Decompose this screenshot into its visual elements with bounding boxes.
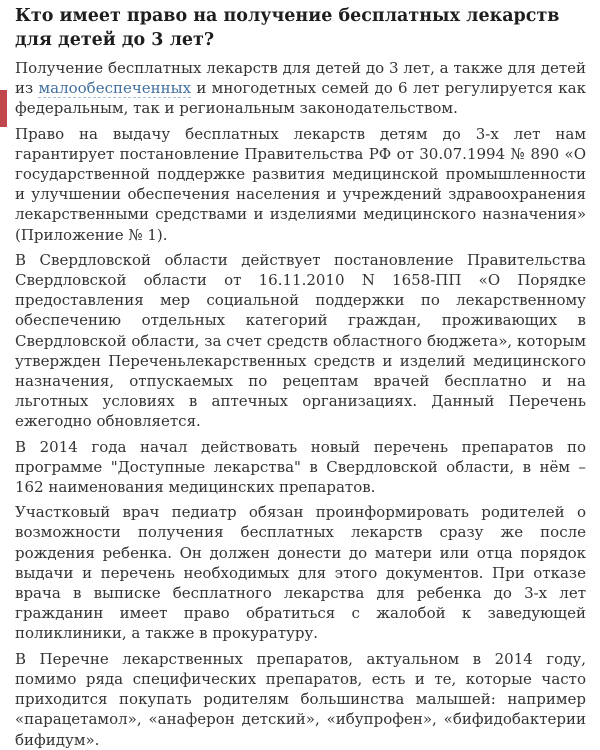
paragraph-regional-decree: В Свердловской области действует постановление Правительства Свердловской области от 16.11.2010 N 1658-ПП «О Порядке предоставления мер социальной поддержки по лекарственному обеспечению отдельных категорий граждан, проживающих в Свердловской области, за счет средств областного бюджета», которым утвержден Переченьлекарственных средств и изделий медицинского назначения, отпускаемых по рецептам врачей бесплатно и на льготных условиях в аптечных организациях. Данный Перечень ежегодно обновляется. (15, 250, 586, 431)
left-red-marker (0, 90, 7, 127)
page-title: Кто имеет право на получение бесплатных лекарств для детей до 3 лет? (15, 6, 560, 50)
paragraph-federal-decree: Право на выдачу бесплатных лекарств детям до 3-х лет нам гарантирует постановление Правительства РФ от 30.07.1994 № 890 «О государственной поддержке развития медицинской промышленности и улучшении обеспечения населения и учреждений здравоохранения лекарственными средствами и изделиями медицинского назначения» (Приложение № 1). (15, 124, 586, 244)
intro-text-before-link: Получение бесплатных лекарств для детей до 3 лет, а также для детей из (15, 59, 586, 98)
intro-text-after-link: и многодетных семей до 6 лет регулируется как федеральным, так и региональным законодательством. (15, 79, 587, 118)
paragraph-common-medicines: В Перечне лекарственных препаратов, актуальном в 2014 году, помимо ряда специфических препаратов, есть и те, которые часто приходится покупать родителям большинства малышей: например «парацетамол», «анаферон детский», «ибупрофен», «бифидобактерии бифидум». (15, 649, 586, 749)
paragraph-intro (15, 58, 586, 119)
low-income-families-link[interactable]: малообеспеченных (38, 79, 192, 98)
paragraph-pediatrician-duty: Участковый врач педиатр обязан проинформировать родителей о возможности получения бесплатных лекарств сразу же после рождения ребенка. Он должен донести до матери или отца порядок выдачи и перечень необходимых для этого документов. При отказе врача в выписке бесплатного лекарства для ребенка до 3-х лет гражданин имеет право обратиться с жалобой к заведующей поликлиники, а также в прокуратуру. (15, 503, 586, 643)
paragraph-2014-list: В 2014 года начал действовать новый перечень препаратов по программе "Доступные лекарства" в Свердловской области, в нём – 162 наименования медицинских препаратов. (15, 437, 586, 497)
